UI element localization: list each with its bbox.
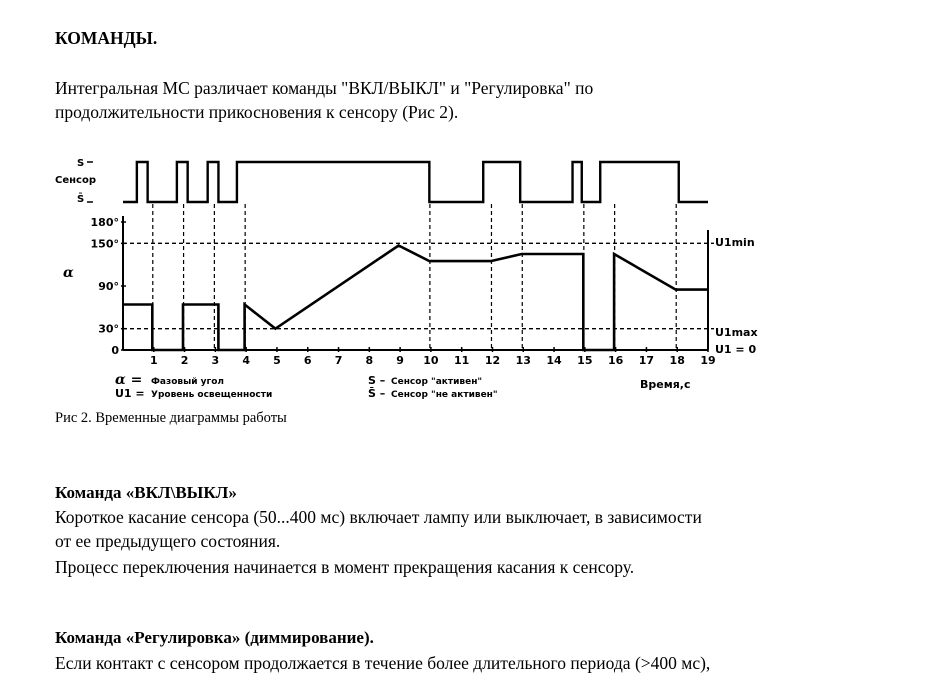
- legend-u-symbol: U1 =: [115, 387, 145, 400]
- phase-chart: [63, 204, 758, 391]
- x-tick-label: 6: [303, 354, 312, 367]
- legend-alpha-symbol: α =: [115, 372, 143, 388]
- page-title: КОМАНДЫ.: [55, 28, 158, 48]
- x-tick-label: 3: [211, 354, 220, 367]
- x-tick-label: 18: [669, 354, 685, 367]
- sensor-panel: [55, 158, 708, 205]
- x-tick-label: 1: [149, 354, 158, 367]
- y-tick-label: 150°: [90, 237, 119, 251]
- intro-line-2: продолжительности прикосновения к сенсору (Рис 2).: [55, 102, 459, 122]
- x-tick-label: 17: [638, 354, 655, 367]
- y-tick-label: 90°: [98, 280, 119, 293]
- x-tick-label: 12: [484, 354, 501, 367]
- u-max-label: U1max: [715, 326, 758, 339]
- section-on-off-line-1: Короткое касание сенсора (50...400 мс) включает лампу или выключает, в зависимости: [55, 507, 702, 527]
- x-tick-label: 19: [700, 354, 716, 367]
- x-tick-label: 11: [454, 354, 470, 367]
- x-tick-label: 7: [334, 354, 343, 367]
- section-heading-on-off: Команда «ВКЛ\ВЫКЛ»: [55, 483, 237, 502]
- sensor-state-on-label: S: [77, 158, 85, 169]
- legend-alpha-text: Фазовый угол: [151, 377, 225, 387]
- x-tick-label: 10: [423, 354, 439, 367]
- section-dimming-line-1: Если контакт с сенсором продолжается в течение более длительного периода (>400 мс),: [55, 653, 711, 673]
- sensor-label: Сенсор: [55, 175, 96, 186]
- section-heading-dimming: Команда «Регулировка» (диммирование).: [55, 628, 374, 647]
- section-on-off-line-2: от ее предыдущего состояния.: [55, 531, 281, 551]
- legend-s-bar-text: Сенсор "не активен": [391, 390, 498, 400]
- phase-angle-series: [123, 246, 708, 351]
- section-on-off-line-3: Процесс переключения начинается в момент прекращения касания к сенсору.: [55, 557, 635, 577]
- legend: [115, 372, 498, 400]
- y-tick-label: 0: [111, 344, 119, 357]
- intro-line-1: Интегральная МС различает команды "ВКЛ/ВЫКЛ" и "Регулировка" по: [55, 78, 594, 98]
- x-tick-label: 16: [607, 354, 624, 367]
- u-min-label: U1min: [715, 236, 755, 249]
- timing-diagram: [55, 150, 775, 410]
- legend-u-text: Уровень освещенности: [151, 390, 273, 400]
- x-tick-label: 13: [515, 354, 531, 367]
- alpha-axis-symbol: α: [63, 265, 74, 281]
- x-tick-label: 15: [577, 354, 593, 367]
- y-tick-label: 30°: [98, 322, 119, 336]
- y-tick-label: 180°: [90, 216, 119, 229]
- x-tick-label: 9: [396, 354, 404, 367]
- sensor-state-off-label: S̄: [77, 194, 85, 205]
- x-tick-label: 14: [546, 354, 562, 367]
- x-tick-label: 4: [242, 354, 250, 367]
- x-tick-label: 8: [365, 354, 374, 367]
- x-axis-label: Время,с: [640, 378, 691, 391]
- legend-s-bar-symbol: S̄ –: [368, 387, 386, 400]
- x-tick-label: 2: [180, 354, 189, 367]
- sensor-waveform: [123, 162, 708, 202]
- legend-s-text: Сенсор "активен": [391, 377, 483, 387]
- y-tick-labels: [91, 216, 126, 357]
- u-zero-label: U1 = 0: [715, 343, 757, 356]
- figure-caption: Рис 2. Временные диаграммы работы: [55, 410, 287, 426]
- legend-s-symbol: S –: [368, 374, 386, 387]
- x-tick-label: 5: [273, 354, 281, 367]
